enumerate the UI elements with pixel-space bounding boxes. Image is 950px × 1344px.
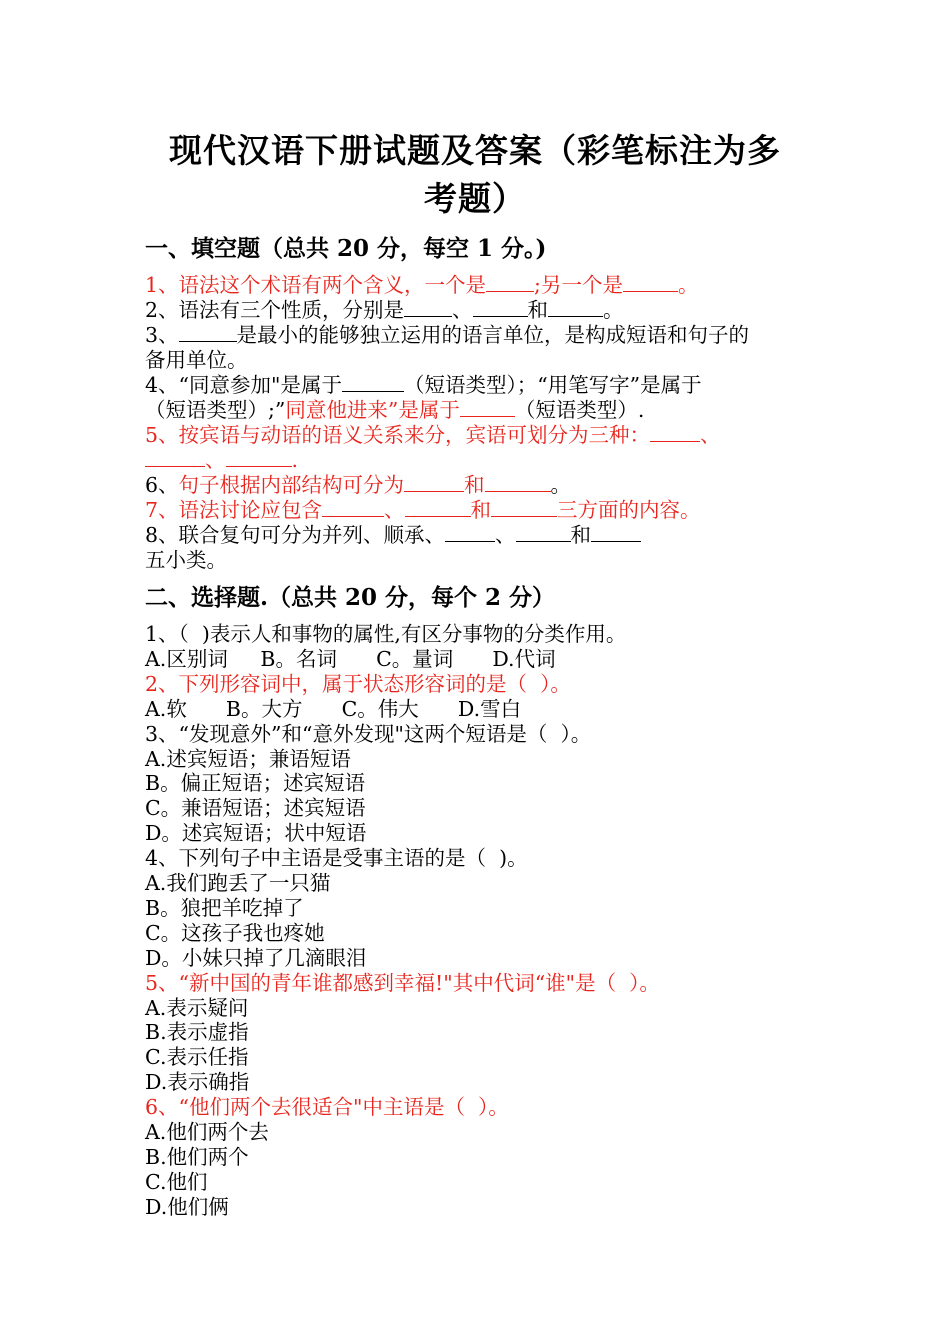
q6-number: 6、	[145, 473, 179, 497]
fill-question-5-line-1	[145, 423, 721, 448]
q6-text-b: 和	[464, 473, 485, 497]
answer-blank	[226, 448, 292, 467]
choice-line: A.述宾短语；兼语短语	[145, 746, 351, 771]
answer-blank	[460, 398, 515, 417]
fill-question-4-line-1	[145, 373, 702, 398]
answer-blank	[445, 523, 495, 542]
answer-blank	[516, 523, 571, 542]
choice-line: 2、下列形容词中，属于状态形容词的是（ ）。	[145, 671, 571, 696]
choice-line: C。这孩子我也疼她	[145, 920, 325, 945]
choice-line: C.表示任指	[145, 1045, 249, 1070]
q6-text-a: 句子根据内部结构可分为	[178, 473, 405, 497]
choice-line: 3、“发现意外”和“意外发现"这两个短语是（ ）。	[145, 721, 592, 746]
q7-text-a: 7、语法讨论应包含	[145, 498, 323, 522]
q7-text-d: 三方面的内容。	[557, 498, 701, 522]
answer-blank	[491, 498, 557, 517]
q4-text-a: 4、“同意参加"是属于	[145, 373, 342, 397]
choice-line: B.他们两个	[145, 1144, 249, 1169]
choice-line: B.表示虚指	[145, 1020, 249, 1045]
q2-text-c: 和	[527, 298, 549, 322]
q1-text-c: 。	[677, 273, 699, 297]
fill-question-2	[145, 298, 624, 323]
fill-question-8-line-1	[145, 523, 641, 548]
answer-blank	[623, 273, 678, 292]
q5-text-c: 、	[205, 448, 226, 472]
answer-blank	[591, 523, 641, 542]
choice-line: 6、“他们两个去很适合"中主语是（ ）。	[145, 1095, 509, 1120]
q6-text-c: 。	[550, 473, 572, 497]
q4-text-e: （短语类型）.	[514, 398, 645, 422]
q7-text-b: 、	[384, 498, 405, 522]
q4-text-d: 同意他进来”是属于	[285, 398, 460, 422]
choice-line: 4、下列句子中主语是受事主语的是（ )。	[145, 846, 528, 871]
q1-text-b: ;另一个是	[534, 273, 623, 297]
answer-blank	[485, 473, 551, 492]
q4-text-b: （短语类型）；“用笔写字”是属于	[403, 373, 702, 397]
q8-text-c: 和	[570, 523, 592, 547]
fill-question-6	[145, 473, 571, 498]
document-title-line-1: 现代汉语下册试题及答案（彩笔标注为多	[169, 131, 781, 170]
q5-text-b: 、	[700, 423, 721, 447]
q5-text-a: 5、按宾语与动语的语义关系来分，宾语可划分为三种：	[145, 423, 651, 447]
document-title-line-2: 考题）	[424, 179, 526, 218]
fill-question-3-line-2: 备用单位。	[145, 348, 248, 372]
q8-text-a: 8、联合复句可分为并列、顺承、	[145, 523, 446, 547]
choice-line: 5、“新中国的青年谁都感到幸福!"其中代词“谁"是（ ）。	[145, 970, 660, 995]
choice-line: A.表示疑问	[145, 995, 249, 1020]
answer-blank	[145, 448, 205, 467]
fill-question-5-line-2	[145, 448, 298, 473]
fill-question-1	[145, 273, 698, 298]
choice-line: C.他们	[145, 1169, 208, 1194]
q5-text-d: .	[291, 448, 299, 472]
q4-red-part	[285, 398, 514, 422]
choice-line: B。狼把羊吃掉了	[145, 895, 304, 920]
q4-text-c: （短语类型）;”	[145, 398, 286, 422]
q3-text-b: 是最小的能够独立运用的语言单位，是构成短语和句子的	[236, 323, 750, 347]
q2-text-a: 2、语法有三个性质，分别是	[145, 298, 405, 322]
choice-line: D。述宾短语；状中短语	[145, 821, 367, 846]
choice-line: A.区别词 B。名词 C。量词 D.代词	[145, 646, 556, 671]
choice-line: A.他们两个去	[145, 1120, 269, 1144]
answer-blank	[486, 273, 534, 292]
answer-blank	[322, 498, 384, 517]
fill-question-8-line-2: 五小类。	[145, 548, 227, 572]
answer-blank	[179, 323, 237, 342]
fill-question-7	[145, 498, 701, 523]
choice-line: 1、（ )表示人和事物的属性,有区分事物的分类作用。	[145, 622, 627, 646]
choice-line: D。小妹只掉了几滴眼泪	[145, 945, 367, 970]
answer-blank	[342, 373, 404, 392]
answer-blank	[404, 298, 452, 317]
choice-line: A.我们跑丢了一只猫	[145, 871, 331, 895]
answer-blank	[473, 298, 528, 317]
section-2-heading: 二、选择题.（总共 20 分，每个 2 分）	[145, 584, 556, 611]
q2-text-d: 。	[603, 298, 624, 322]
q7-text-c: 和	[470, 498, 492, 522]
section-1-heading: 一、填空题（总共 20 分，每空 1 分。)	[145, 235, 547, 262]
q6-red-part	[179, 473, 551, 497]
fill-question-4-line-2	[145, 398, 644, 423]
fill-question-3-line-1	[145, 323, 749, 348]
q1-text-a: 1、语法这个术语有两个含义，一个是	[145, 273, 487, 297]
q8-text-b: 、	[495, 523, 516, 547]
choice-line: A.软 B。大方 C。伟大 D.雪白	[145, 696, 522, 721]
choice-line: D.他们俩	[145, 1194, 229, 1219]
choice-line: B。偏正短语；述宾短语	[145, 771, 366, 796]
answer-blank	[404, 473, 464, 492]
choice-line: C。兼语短语；述宾短语	[145, 796, 366, 821]
choice-line: D.表示确指	[145, 1070, 250, 1095]
q3-text-a: 3、	[145, 323, 179, 347]
answer-blank	[650, 423, 700, 442]
answer-blank	[405, 498, 471, 517]
answer-blank	[548, 298, 603, 317]
q2-text-b: 、	[452, 298, 473, 322]
